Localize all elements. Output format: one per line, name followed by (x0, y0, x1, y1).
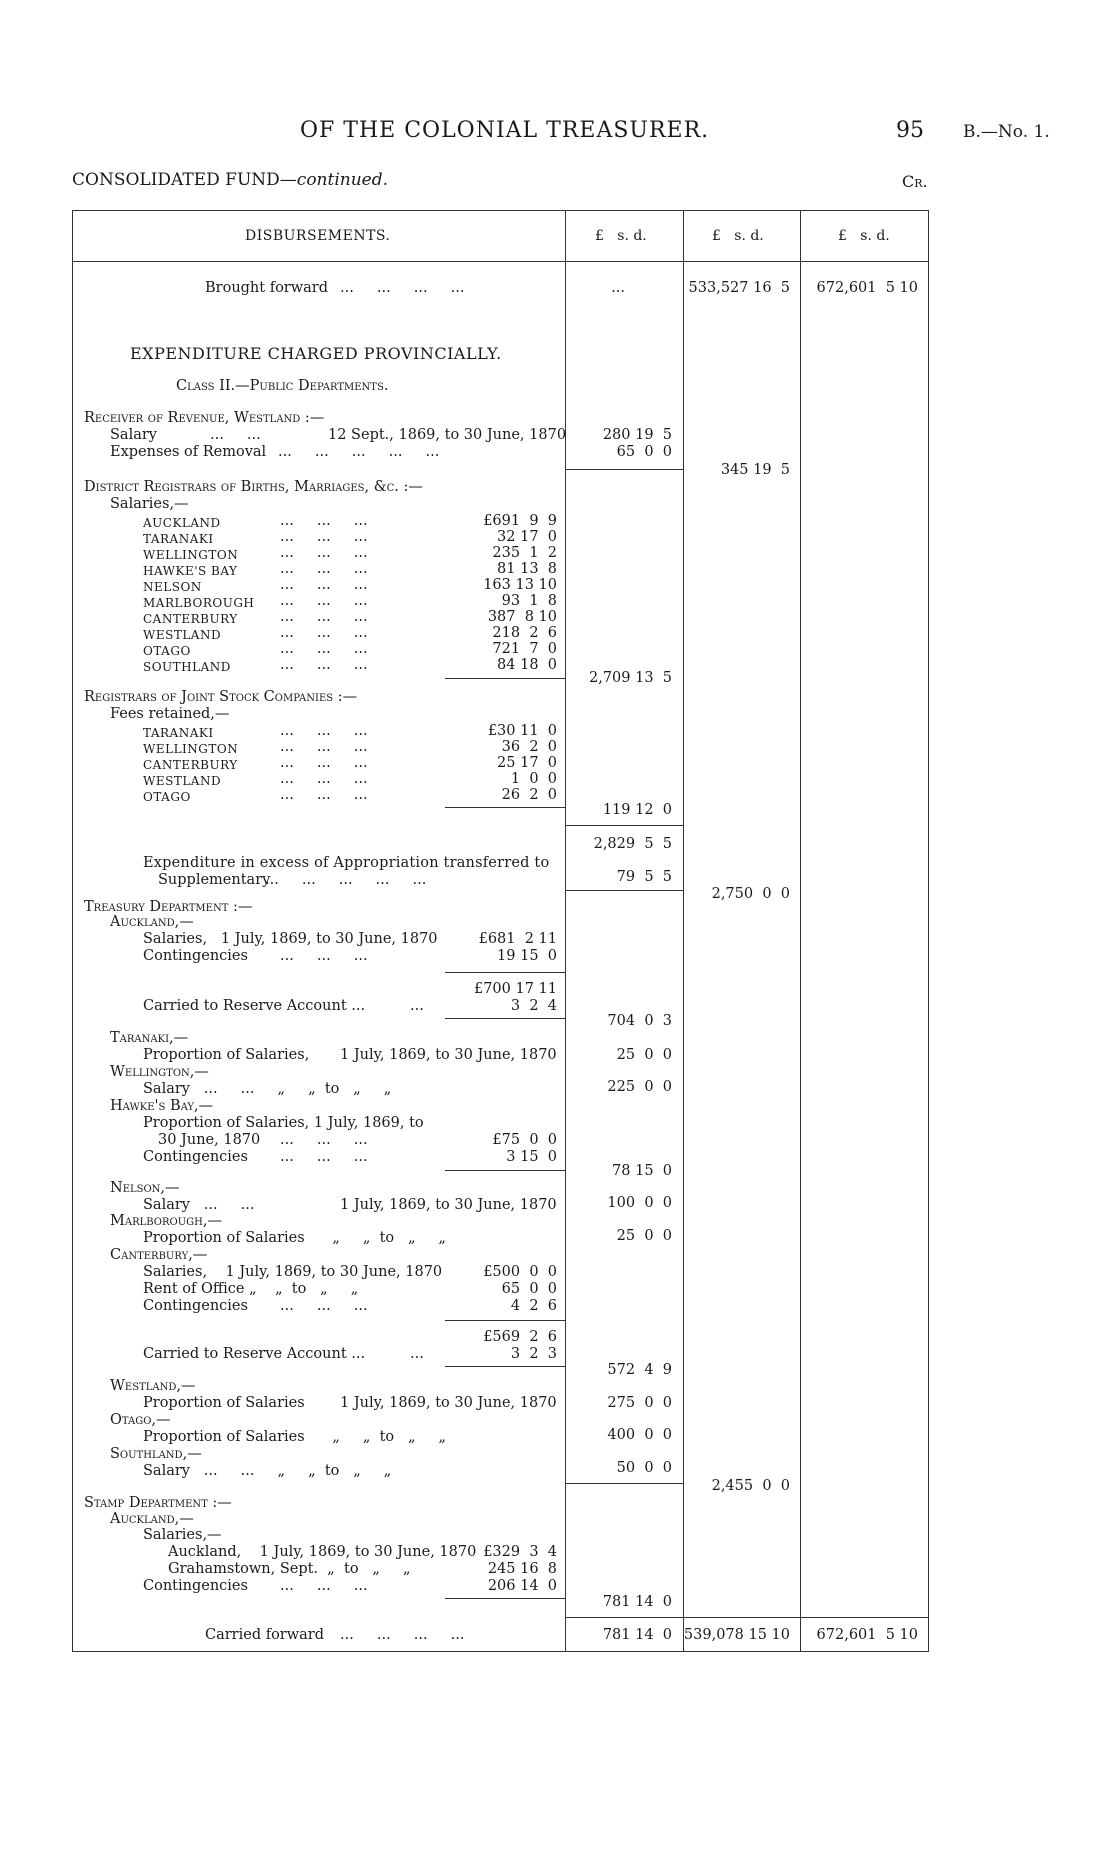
jointstock-dots-3: ... ... ... (280, 771, 368, 787)
stamp-r1: Auckland, 1 July, 1869, to 30 June, 1870 (168, 1544, 477, 1560)
excess-amount: 79 5 5 (616, 869, 672, 885)
district-amount-7: 218 2 6 (492, 625, 557, 641)
brought-forward-c3: 672,601 5 10 (816, 280, 918, 296)
district-name-3: HAWKE'S BAY (143, 564, 238, 578)
district-name-9: SOUTHLAND (143, 660, 231, 674)
jointstock-name-2: CANTERBURY (143, 758, 238, 772)
district-name-0: AUCKLAND (143, 516, 221, 530)
jointstock-amount-0: £30 11 0 (487, 723, 557, 739)
district-dots-5: ... ... ... (280, 593, 368, 609)
district-dots-2: ... ... ... (280, 545, 368, 561)
treasury-c-total: 572 4 9 (607, 1362, 672, 1378)
carried-forward-label: Carried forward (205, 1627, 325, 1643)
jointstock-name-3: WESTLAND (143, 774, 222, 788)
fund-continued: continued. (296, 170, 389, 190)
jointstock-amount-1: 36 2 0 (501, 739, 557, 755)
stamp-cont-dots: ... ... ... (280, 1578, 368, 1594)
district-dots-4: ... ... ... (280, 577, 368, 593)
district-amount-0: £691 9 9 (483, 513, 557, 529)
treasury-westland: Westland,— (110, 1378, 196, 1394)
receiver-salary-amount: 280 19 5 (602, 427, 672, 443)
document-ref: B.—No. 1. (963, 122, 1050, 142)
treasury-m-line: Proportion of Salaries „ „ to „ „ (143, 1230, 447, 1246)
district-amount-9: 84 18 0 (497, 657, 557, 673)
receiver-heading: Receiver of Revenue, Westland :— (84, 410, 325, 426)
treasury-c-reserve-amount: 3 2 3 (510, 1346, 557, 1362)
treasury-auckland: Auckland,— (110, 914, 194, 930)
treasury-c-rent-amount: 65 0 0 (501, 1281, 557, 1297)
district-name-5: MARLBOROUGH (143, 596, 255, 610)
stamp-sub: Salaries,— (143, 1527, 222, 1543)
treasury-s-amount: 50 0 0 (616, 1460, 672, 1476)
stamp-cont-amount: 206 14 0 (487, 1578, 557, 1594)
district-dots-9: ... ... ... (280, 657, 368, 673)
treasury-h-line1: Proportion of Salaries, 1 July, 1869, to (143, 1115, 424, 1131)
brought-forward-label: Brought forward (205, 280, 329, 296)
district-amount-5: 93 1 8 (501, 593, 557, 609)
receiver-removal-amount: 65 0 0 (616, 444, 672, 460)
treasury-o-line: Proportion of Salaries „ „ to „ „ (143, 1429, 447, 1445)
stamp-r1-amount: £329 3 4 (483, 1544, 557, 1560)
carried-forward-c2: 539,078 15 10 (683, 1627, 790, 1643)
brought-forward-c1: ... (611, 280, 625, 296)
stamp-total: 781 14 0 (602, 1594, 672, 1610)
district-dots-1: ... ... ... (280, 529, 368, 545)
treasury-t-line: Proportion of Salaries, (143, 1047, 310, 1063)
treasury-n-amount: 100 0 0 (607, 1195, 672, 1211)
treasury-m-amount: 25 0 0 (616, 1228, 672, 1244)
treasury-c-cont-amount: 4 2 6 (510, 1298, 557, 1314)
treasury-c-salaries: Salaries, 1 July, 1869, to 30 June, 1870 (143, 1264, 443, 1280)
district-amount-1: 32 17 0 (497, 529, 557, 545)
treasury-we-line: Proportion of Salaries (143, 1395, 305, 1411)
excess-line1: Expenditure in excess of Appropriation transferred to (143, 855, 550, 871)
receiver-salary-label: Salary (110, 427, 157, 443)
district-dots-6: ... ... ... (280, 609, 368, 625)
treasury-c-cont-dots: ... ... ... (280, 1298, 368, 1314)
treasury-t-period: 1 July, 1869, to 30 June, 1870 (340, 1047, 557, 1063)
carried-forward-dots: ... ... ... ... (340, 1627, 465, 1643)
registrars-grand-total: 2,750 0 0 (711, 886, 790, 902)
district-heading: District Registrars of Births, Marriages, &c. :— (84, 479, 423, 495)
fund-name: CONSOLIDATED FUND— (72, 170, 297, 190)
receiver-salary-dots: ... ... (210, 427, 261, 443)
treasury-marlborough: Marlborough,— (110, 1213, 222, 1229)
stamp-r2-amount: 245 16 8 (487, 1561, 557, 1577)
stamp-heading: Stamp Department :— (84, 1495, 232, 1511)
stamp-r2: Grahamstown, Sept. „ to „ „ (168, 1561, 411, 1577)
district-amount-6: 387 8 10 (487, 609, 557, 625)
treasury-a-salaries: Salaries, 1 July, 1869, to 30 June, 1870 (143, 931, 438, 947)
treasury-a-cont: Contingencies (143, 948, 248, 964)
brought-forward-dots: ... ... ... ... (340, 280, 465, 296)
brought-forward-c2: 533,527 16 5 (688, 280, 790, 296)
treasury-n-period: 1 July, 1869, to 30 June, 1870 (340, 1197, 557, 1213)
jointstock-name-1: WELLINGTON (143, 742, 239, 756)
carried-forward-c1: 781 14 0 (602, 1627, 672, 1643)
treasury-h-cont: Contingencies (143, 1149, 248, 1165)
treasury-h-total: 78 15 0 (612, 1163, 672, 1179)
jointstock-subtotal: 2,829 5 5 (593, 836, 672, 852)
treasury-h-dots: ... ... ... (280, 1132, 368, 1148)
treasury-c-cont: Contingencies (143, 1298, 248, 1314)
district-dots-8: ... ... ... (280, 641, 368, 657)
treasury-a-reserve: Carried to Reserve Account ... (143, 998, 366, 1014)
col-header-pounds-3: £ s. d. (838, 228, 890, 244)
col-header-pounds-2: £ s. d. (712, 228, 764, 244)
treasury-a-total: 704 0 3 (607, 1013, 672, 1029)
district-amount-3: 81 13 8 (497, 561, 557, 577)
treasury-h-line2: 30 June, 1870 (158, 1132, 261, 1148)
jointstock-name-4: OTAGO (143, 790, 191, 804)
treasury-w-line: Salary ... ... „ „ to „ „ (143, 1081, 392, 1097)
treasury-wellington: Wellington,— (110, 1064, 209, 1080)
stamp-cont: Contingencies (143, 1578, 248, 1594)
treasury-grand-total: 2,455 0 0 (711, 1478, 790, 1494)
treasury-h-cont-dots: ... ... ... (280, 1149, 368, 1165)
district-name-6: CANTERBURY (143, 612, 238, 626)
jointstock-amount-3: 1 0 0 (510, 771, 557, 787)
jointstock-dots-0: ... ... ... (280, 723, 368, 739)
treasury-heading: Treasury Department :— (84, 899, 253, 915)
treasury-southland: Southland,— (110, 1446, 202, 1462)
treasury-a-sum: £700 17 11 (473, 981, 557, 997)
district-dots-0: ... ... ... (280, 513, 368, 529)
receiver-total: 345 19 5 (720, 462, 790, 478)
excess-line2: Supplementary (158, 872, 271, 888)
treasury-canterbury: Canterbury,— (110, 1247, 208, 1263)
jointstock-dots-1: ... ... ... (280, 739, 368, 755)
district-sub: Salaries,— (110, 496, 189, 512)
jointstock-sub: Fees retained,— (110, 706, 230, 722)
district-name-2: WELLINGTON (143, 548, 239, 562)
treasury-s-line: Salary ... ... „ „ to „ „ (143, 1463, 392, 1479)
jointstock-total: 119 12 0 (602, 802, 672, 818)
district-amount-8: 721 7 0 (492, 641, 557, 657)
district-name-1: TARANAKI (143, 532, 214, 546)
treasury-a-salaries-amount: £681 2 11 (478, 931, 557, 947)
credit-side-label: Cr. (902, 172, 928, 191)
jointstock-dots-4: ... ... ... (280, 787, 368, 803)
district-dots-3: ... ... ... (280, 561, 368, 577)
district-total: 2,709 13 5 (588, 670, 672, 686)
treasury-c-rent: Rent of Office „ „ to „ „ (143, 1281, 359, 1297)
class-title: Class II.—Public Departments. (176, 378, 389, 394)
jointstock-name-0: TARANAKI (143, 726, 214, 740)
receiver-salary-period: 12 Sept., 1869, to 30 June, 1870 (328, 427, 567, 443)
treasury-t-amount: 25 0 0 (616, 1047, 672, 1063)
stamp-auckland: Auckland,— (110, 1511, 194, 1527)
col-header-pounds-1: £ s. d. (595, 228, 647, 244)
treasury-c-reserve: Carried to Reserve Account ... (143, 1346, 366, 1362)
section-title: EXPENDITURE CHARGED PROVINCIALLY. (130, 344, 502, 363)
receiver-removal-label: Expenses of Removal (110, 444, 267, 460)
treasury-a-cont-dots: ... ... ... (280, 948, 368, 964)
carried-forward-c3: 672,601 5 10 (816, 1627, 918, 1643)
treasury-o-amount: 400 0 0 (607, 1427, 672, 1443)
district-dots-7: ... ... ... (280, 625, 368, 641)
treasury-a-reserve-amount: 3 2 4 (510, 998, 557, 1014)
excess-dots: ... ... ... ... ... (265, 872, 427, 888)
treasury-otago: Otago,— (110, 1412, 171, 1428)
treasury-nelson: Nelson,— (110, 1180, 180, 1196)
treasury-h-amount2: 3 15 0 (506, 1149, 557, 1165)
treasury-taranaki: Taranaki,— (110, 1030, 189, 1046)
treasury-a-cont-amount: 19 15 0 (497, 948, 557, 964)
page-number: 95 (896, 118, 924, 143)
district-name-8: OTAGO (143, 644, 191, 658)
treasury-hawkes: Hawke's Bay,— (110, 1098, 214, 1114)
district-name-7: WESTLAND (143, 628, 222, 642)
treasury-c-reserve-dots: ... (410, 1346, 424, 1362)
treasury-w-amount: 225 0 0 (607, 1079, 672, 1095)
district-amount-4: 163 13 10 (483, 577, 557, 593)
treasury-a-reserve-dots: ... (410, 998, 424, 1014)
jointstock-dots-2: ... ... ... (280, 755, 368, 771)
page-title: OF THE COLONIAL TREASURER. (300, 118, 710, 143)
treasury-n-line: Salary ... ... (143, 1197, 255, 1213)
jointstock-amount-2: 25 17 0 (497, 755, 557, 771)
district-amount-2: 235 1 2 (492, 545, 557, 561)
treasury-c-sum: £569 2 6 (483, 1329, 557, 1345)
fund-heading (72, 170, 388, 190)
receiver-removal-dots: ... ... ... ... ... (278, 444, 440, 460)
district-name-4: NELSON (143, 580, 202, 594)
treasury-we-period: 1 July, 1869, to 30 June, 1870 (340, 1395, 557, 1411)
treasury-h-amount1: £75 0 0 (492, 1132, 557, 1148)
treasury-c-salaries-amount: £500 0 0 (483, 1264, 557, 1280)
jointstock-amount-4: 26 2 0 (501, 787, 557, 803)
treasury-we-amount: 275 0 0 (607, 1395, 672, 1411)
jointstock-heading: Registrars of Joint Stock Companies :— (84, 689, 358, 705)
col-header-disbursements: DISBURSEMENTS. (245, 228, 391, 244)
